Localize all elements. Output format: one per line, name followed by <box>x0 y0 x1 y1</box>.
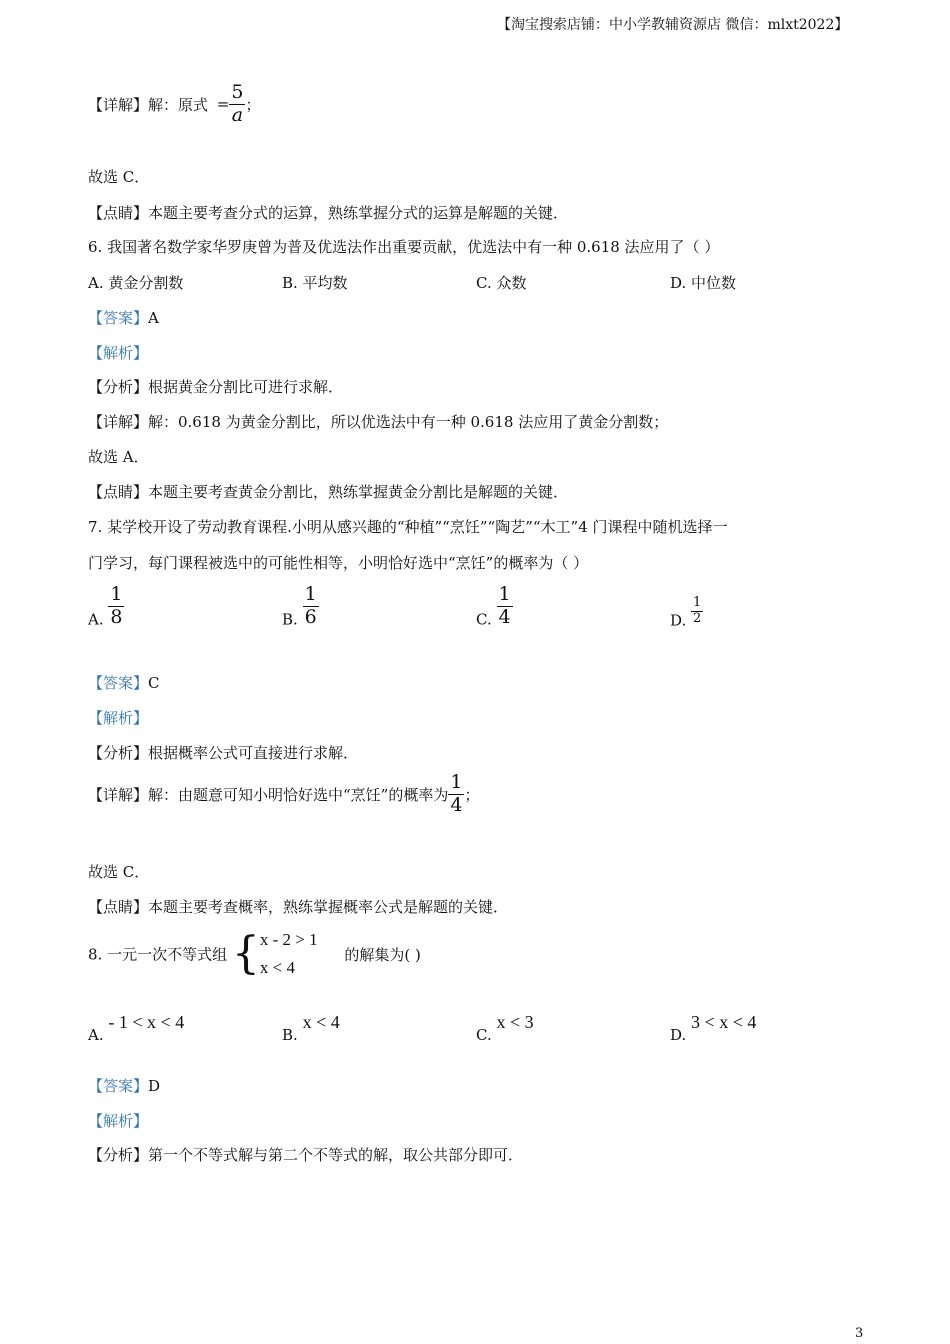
q6-answer-tag: 【答案】 <box>88 309 149 327</box>
q7-option-a <box>88 584 124 629</box>
q7-option-a-label: A. <box>88 610 104 629</box>
q6-stem: 6. 我国著名数学家华罗庚曾为普及优选法作出重要贡献，优选法中有一种 0.618 法应用了（ ） <box>88 238 720 256</box>
q8-option-a-label: A. <box>88 1026 104 1044</box>
q6-analysis-tag: 【解析】 <box>88 344 149 362</box>
q7-analysis-tag: 【解析】 <box>88 709 149 727</box>
q6-option-b: B. 平均数 <box>282 274 348 292</box>
page-number: 3 <box>855 1326 864 1341</box>
q5-frac-den: a <box>229 104 245 127</box>
q7-stem-line1: 7. 某学校开设了劳动教育课程.小明从感兴趣的“种植”“烹饪”“陶艺”“木工”4 门课程中随机选择一 <box>88 518 728 536</box>
q7-fenxi: 【分析】根据概率公式可直接进行求解． <box>88 744 359 762</box>
q8-answer <box>88 1075 160 1096</box>
q8-option-d <box>670 1012 756 1044</box>
q6-point: 【点睛】本题主要考查黄金分割比，熟练掌握黄金分割比是解题的关键． <box>88 483 569 501</box>
q5-detail-prefix: 【详解】解：原式 <box>88 95 209 114</box>
q5-point: 【点睛】本题主要考查分式的运算，熟练掌握分式的运算是解题的关键． <box>88 204 569 222</box>
q7-option-a-den: 8 <box>110 605 123 628</box>
q7-option-c-den: 4 <box>498 605 511 628</box>
q7-option-c-num: 1 <box>498 583 511 605</box>
q7-option-b-fraction <box>303 584 319 629</box>
q7-detail <box>88 772 479 817</box>
q7-detail-den: 4 <box>450 793 463 816</box>
q7-option-c-label: C. <box>476 610 492 629</box>
q7-detail-num: 1 <box>450 771 463 793</box>
q7-option-d-label: D. <box>670 611 687 630</box>
q5-frac-num: 5 <box>231 81 244 103</box>
q8-option-c-expr: x < 3 <box>496 1012 534 1032</box>
q8-option-c <box>476 1012 534 1044</box>
q8-system-line2: x < 4 <box>259 958 295 978</box>
q7-option-c-fraction <box>497 584 513 629</box>
q8-answer-tag: 【答案】 <box>88 1077 149 1095</box>
q5-fraction <box>229 82 245 127</box>
q8-option-a-expr: - 1 < x < 4 <box>108 1012 185 1032</box>
q7-detail-fraction <box>448 772 464 817</box>
q7-option-d <box>670 596 703 629</box>
q8-system <box>260 926 318 982</box>
q5-detail-suffix: ； <box>245 95 261 114</box>
q8-answer-value: D <box>148 1077 161 1095</box>
q6-detail: 【详解】解：0.618 为黄金分割比，所以优选法中有一种 0.618 法应用了黄金分割数； <box>88 413 669 431</box>
q6-option-c: C. 众数 <box>476 274 527 292</box>
q7-option-a-fraction <box>108 584 124 629</box>
q8-stem-prefix: 8. 一元一次不等式组 <box>88 945 228 964</box>
q7-point: 【点睛】本题主要考查概率，熟练掌握概率公式是解题的关键． <box>88 898 509 916</box>
q7-detail-prefix: 【详解】解：由题意可知小明恰好选中“烹饪”的概率为 <box>88 785 449 804</box>
q7-detail-suffix: ； <box>464 785 480 804</box>
q6-choose: 故选 A． <box>88 448 149 466</box>
page-header: 【淘宝搜索店铺：中小学教辅资源店 微信：mlxt2022】 <box>497 17 849 33</box>
q5-detail <box>88 82 260 127</box>
q7-option-b-num: 1 <box>304 583 317 605</box>
q6-option-a: A. 黄金分割数 <box>88 274 184 292</box>
q7-option-b <box>282 584 319 629</box>
q8-option-d-expr: 3 < x < 4 <box>691 1012 757 1032</box>
q8-fenxi: 【分析】第一个不等式解与第二个不等式的解，取公共部分即可． <box>88 1146 524 1164</box>
q6-answer-value: A <box>148 309 159 327</box>
q5-eq: = <box>216 95 230 114</box>
q7-answer <box>88 672 160 693</box>
q7-stem-line2: 门学习，每门课程被选中的可能性相等，小明恰好选中“烹饪”的概率为（ ） <box>88 554 589 572</box>
q8-option-d-label: D. <box>670 1026 687 1044</box>
q7-option-a-num: 1 <box>110 583 123 605</box>
q7-option-b-label: B. <box>282 610 298 629</box>
q7-option-d-num: 1 <box>693 595 702 610</box>
q5-choose: 故选 C． <box>88 168 150 186</box>
q7-option-c <box>476 584 513 629</box>
q7-option-d-fraction <box>691 596 703 627</box>
q8-brace: { <box>231 928 260 980</box>
q7-answer-value: C <box>148 674 160 692</box>
q8-option-b <box>282 1012 340 1044</box>
q6-fenxi: 【分析】根据黄金分割比可进行求解． <box>88 378 344 396</box>
q7-option-b-den: 6 <box>304 605 317 628</box>
q8-option-c-label: C. <box>476 1026 492 1044</box>
q7-choose: 故选 C． <box>88 863 150 881</box>
q8-option-b-expr: x < 4 <box>302 1012 340 1032</box>
q7-answer-tag: 【答案】 <box>88 674 149 692</box>
q6-option-d: D. 中位数 <box>670 274 737 292</box>
q8-system-line1: x - 2 > 1 <box>259 930 318 949</box>
q8-option-a <box>88 1012 184 1044</box>
q8-stem <box>88 926 421 982</box>
q8-stem-suffix: 的解集为( ) <box>344 945 421 964</box>
q8-analysis-tag: 【解析】 <box>88 1112 149 1130</box>
q6-answer <box>88 307 159 328</box>
q8-option-b-label: B. <box>282 1026 298 1044</box>
q7-option-d-den: 2 <box>693 610 702 626</box>
